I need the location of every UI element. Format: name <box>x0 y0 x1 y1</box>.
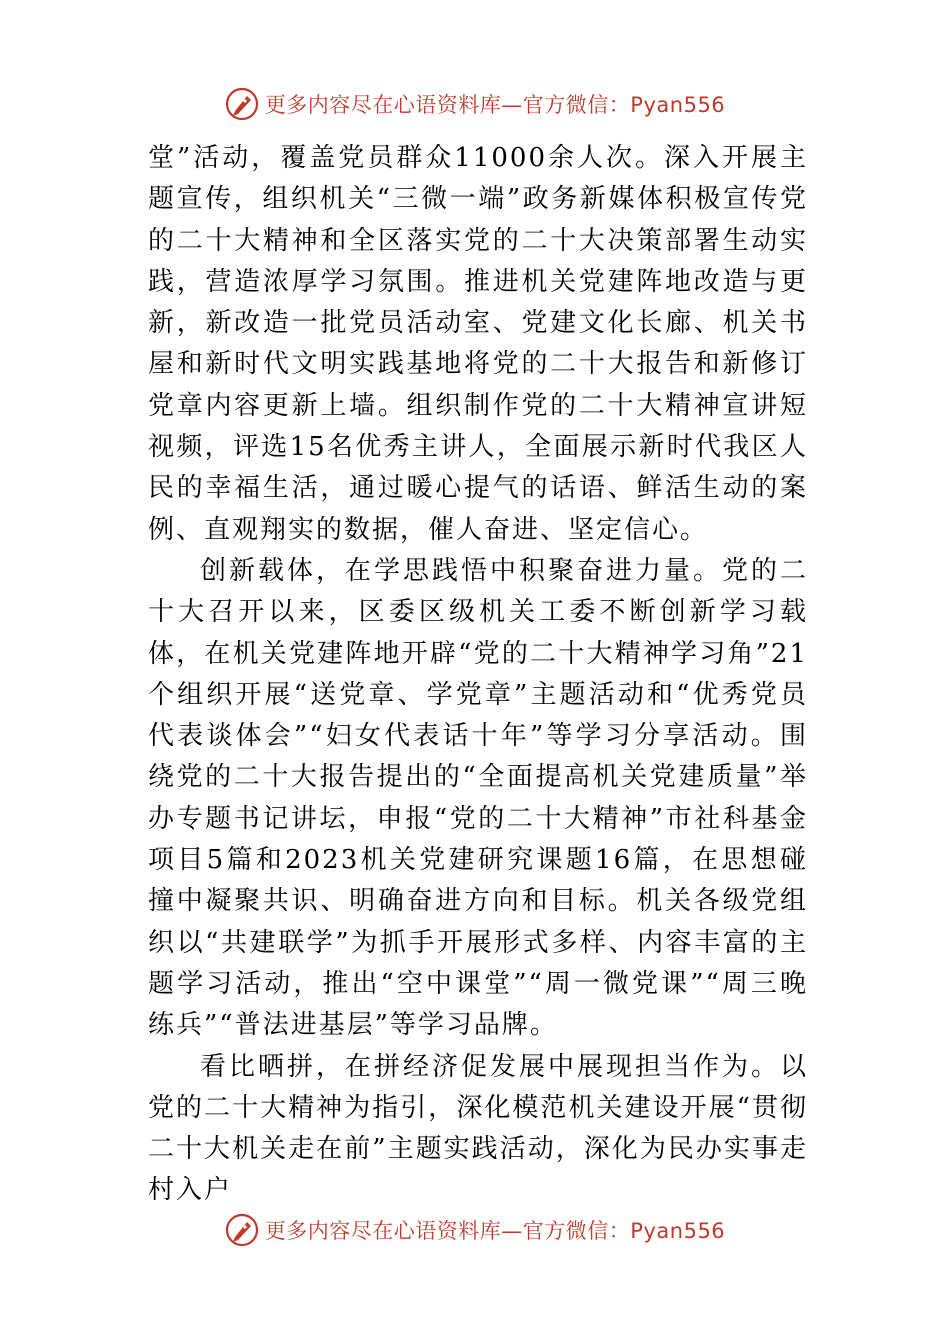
paragraph-innovation-carrier: 创新载体，在学思践悟中积聚奋进力量。党的二十大召开以来，区委区级机关工委不断创新学习载体，在机关党建阵地开辟“党的二十大精神学习角”21个组织开展“送党章、学党章”主题活动和“优秀党员代表谈体会”“妇女代表话十年”等学习分享活动。围绕党的二十大报告提出的“全面提高机关党建质量”举办专题书记讲坛，申报“党的二十大精神”市社科基金项目5篇和2023机关党建研究课题16篇，在思想碰撞中凝聚共识、明确奋进方向和目标。机关各级党组织以“共建联学”为抓手开展形式多样、内容丰富的主题学习活动，推出“空中课堂”“周一微党课”“周三晚练兵”“普法进基层”等学习品牌。 <box>148 555 808 1041</box>
header-watermark-banner <box>0 84 950 124</box>
paragraph-continuation: 堂”活动，覆盖党员群众11000余人次。深入开展主题宣传，组织机关“三微一端”政务新媒体积极宣传党的二十大精神和全区落实党的二十大决策部署生动实践，营造浓厚学习氛围。推进机关党建阵地改造与更新，新改造一批党员活动室、党建文化长廊、机关书屋和新时代文明实践基地将党的二十大报告和新修订党章内容更新上墙。组织制作党的二十大精神宣讲短视频，评选15名优秀主讲人，全面展示新时代我区人民的幸福生活，通过暖心提气的话语、鲜活生动的案例、直观翔实的数据，催人奋进、坚定信心。 <box>148 143 808 545</box>
pen-nib-logo-icon <box>225 87 259 121</box>
footer-watermark-text: 更多内容尽在心语资料库—官方微信：Pyan556 <box>264 1219 726 1243</box>
document-body <box>148 138 808 1212</box>
footer-watermark-banner <box>0 1210 950 1250</box>
pen-nib-logo-icon <box>225 1213 259 1247</box>
paragraph-compare-and-strive: 看比晒拼，在拼经济促发展中展现担当作为。以党的二十大精神为指引，深化模范机关建设开展“贯彻二十大机关走在前”主题实践活动，深化为民办实事走村入户 <box>148 1051 808 1206</box>
header-watermark-text: 更多内容尽在心语资料库—官方微信：Pyan556 <box>264 93 726 117</box>
